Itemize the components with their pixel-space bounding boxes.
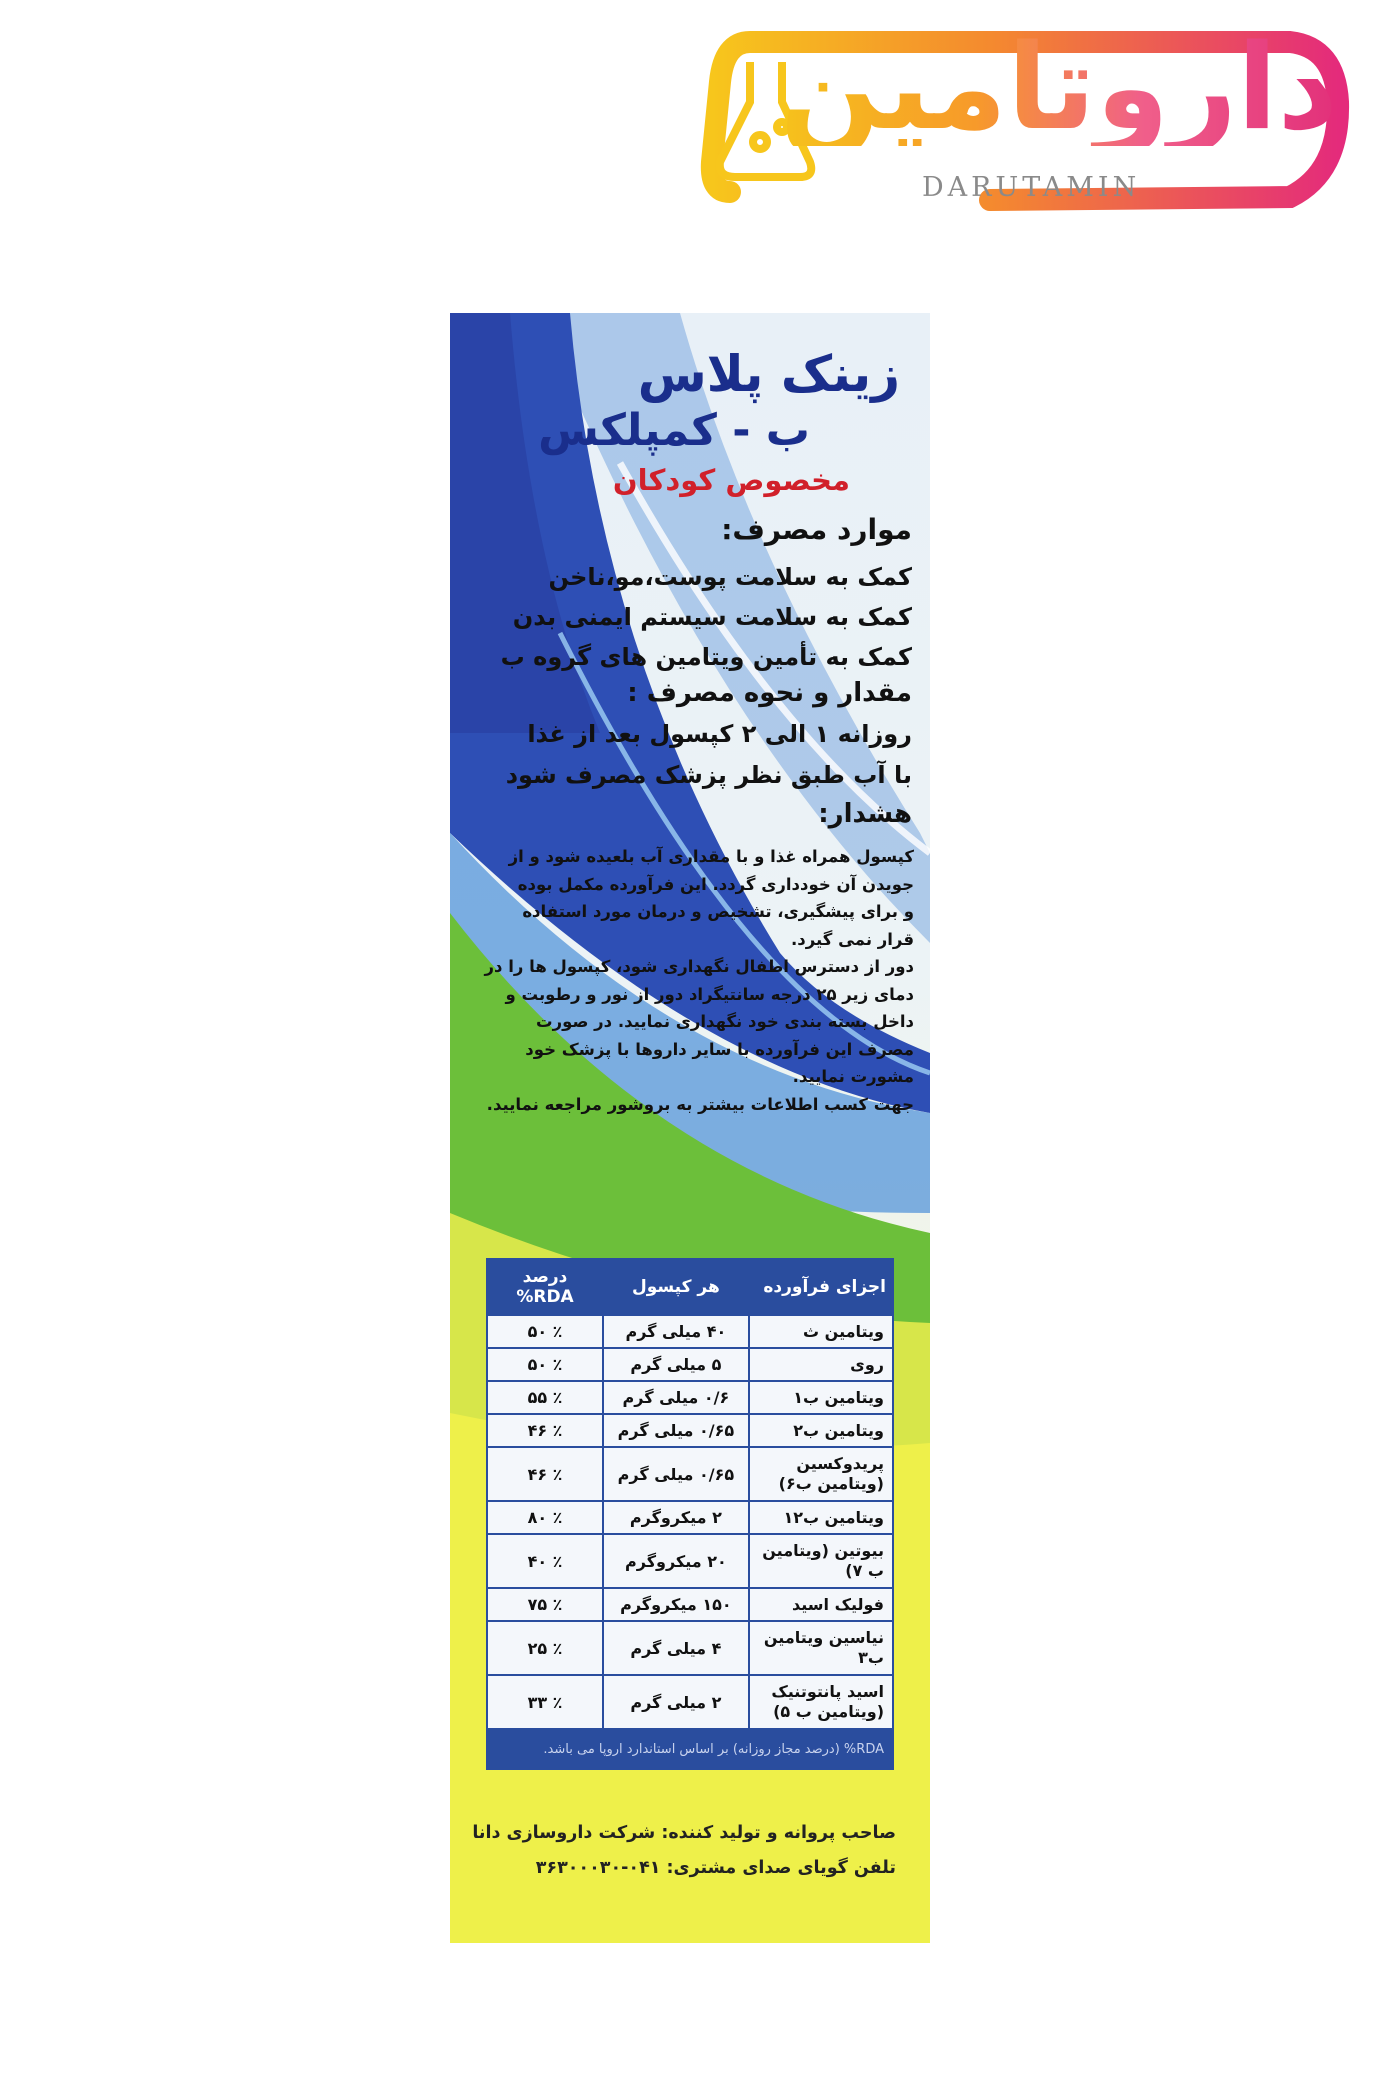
rda-note: RDA% (درصد مجاز روزانه) بر اساس استاندارد اروپا می باشد. [487,1729,893,1769]
table-cell: ٪ ۸۰ [487,1501,603,1534]
table-cell: ۲۰ میکروگرم [603,1534,749,1588]
table-cell: ۴۰ میلی گرم [603,1315,749,1348]
table-cell: ۲ میکروگرم [603,1501,749,1534]
warning-line: قرار نمی گیرد. [791,929,914,949]
table-cell: ویتامین ب۱ [749,1381,893,1414]
table-row [487,1315,893,1348]
table-cell: ۰/۶۵ میلی گرم [603,1414,749,1447]
warning-line: کپسول همراه غذا و با مقداری آب بلعیده شود و از [508,847,914,866]
table-cell: نیاسین ویتامین ب۳ [749,1621,893,1675]
table-header-row [487,1259,893,1315]
table-cell: ویتامین ب۲ [749,1414,893,1447]
dosage-line: با آب طبق نظر پزشک مصرف شود [505,761,912,789]
table-cell: ٪ ۲۵ [487,1621,603,1675]
warning-text [474,843,914,1118]
uses-heading: موارد مصرف: [721,513,912,546]
table-cell: پریدوکسین (ویتامین ب۶) [749,1447,893,1501]
table-cell: ٪ ۵۰ [487,1315,603,1348]
table-note-row [487,1729,893,1769]
phone-text: تلفن گویای صدای مشتری: ۰۴۱-۳۶۳۰۰۰۳۰ [535,1858,896,1878]
table-cell: ٪ ۵۵ [487,1381,603,1414]
table-cell: ویتامین ث [749,1315,893,1348]
table-cell: ۲ میلی گرم [603,1675,749,1729]
warning-heading: هشدار: [818,799,912,829]
table-row [487,1534,893,1588]
uses-item: کمک به سلامت سیستم ایمنی بدن [512,603,912,631]
table-row [487,1381,893,1414]
table-row [487,1675,893,1729]
table-cell: روی [749,1348,893,1381]
table-cell: ٪ ۷۵ [487,1588,603,1621]
uses-item: کمک به تأمین ویتامین های گروه ب [500,643,912,671]
dosage-heading: مقدار و نحوه مصرف : [627,678,912,708]
table-row [487,1447,893,1501]
warning-line: مصرف این فرآورده با سایر داروها با پزشک خود [525,1039,914,1059]
warning-line: دور از دسترس اطفال نگهداری شود، کپسول ها را در [484,957,914,976]
warning-line: جویدن آن خودداری گردد. این فرآورده مکمل بوده [517,874,914,894]
table-cell: ۵ میلی گرم [603,1348,749,1381]
table-cell: ٪ ۴۰ [487,1534,603,1588]
table-cell: ۱۵۰ میکروگرم [603,1588,749,1621]
logo-arabic-text: داروتامین [779,18,1338,156]
table-cell: ۴ میلی گرم [603,1621,749,1675]
warning-line: داخل بسته بندی خود نگهداری نمایید. در صورت [536,1012,914,1031]
product-title: زینک پلاس [637,345,900,403]
uses-item: کمک به سلامت پوست،مو،ناخن [548,563,912,591]
table-cell: ٪ ۴۶ [487,1447,603,1501]
table-cell: ۰/۶۵ میلی گرم [603,1447,749,1501]
table-cell: بیوتین (ویتامین ب ۷) [749,1534,893,1588]
table-cell: ٪ ۴۶ [487,1414,603,1447]
table-cell: ویتامین ب۱۲ [749,1501,893,1534]
brand-logo [690,18,1350,232]
dosage-line: روزانه ۱ الی ۲ کپسول بعد از غذا [527,720,912,748]
table-cell: ٪ ۳۳ [487,1675,603,1729]
table-row [487,1348,893,1381]
warning-line: و برای پیشگیری، تشخیص و درمان مورد استفاده [522,902,914,921]
table-row [487,1501,893,1534]
table-row [487,1621,893,1675]
warning-line: جهت کسب اطلاعات بیشتر به بروشور مراجعه نمایید. [486,1094,914,1114]
table-header: هر کپسول [603,1259,749,1315]
product-tagline: مخصوص کودکان [612,463,850,497]
table-cell: اسید پانتوتنیک (ویتامین ب ۵) [749,1675,893,1729]
manufacturer-text: صاحب پروانه و تولید کننده: شرکت داروسازی دانا [472,1823,896,1843]
logo-latin-text: DARUTAMIN [922,172,1141,203]
table-row [487,1414,893,1447]
nutrition-table [486,1258,894,1770]
table-header: درصد RDA% [487,1259,603,1315]
table-cell: ٪ ۵۰ [487,1348,603,1381]
product-subtitle: ب - کمپلکس [538,405,810,456]
warning-line: دمای زیر ۲۵ درجه سانتیگراد دور از نور و رطوبت و [505,984,914,1004]
product-box-side [450,313,930,1943]
warning-line: مشورت نمایید. [792,1067,914,1086]
table-cell: ۰/۶ میلی گرم [603,1381,749,1414]
table-row [487,1588,893,1621]
table-cell: فولیک اسید [749,1588,893,1621]
table-header: اجزای فرآورده [749,1259,893,1315]
